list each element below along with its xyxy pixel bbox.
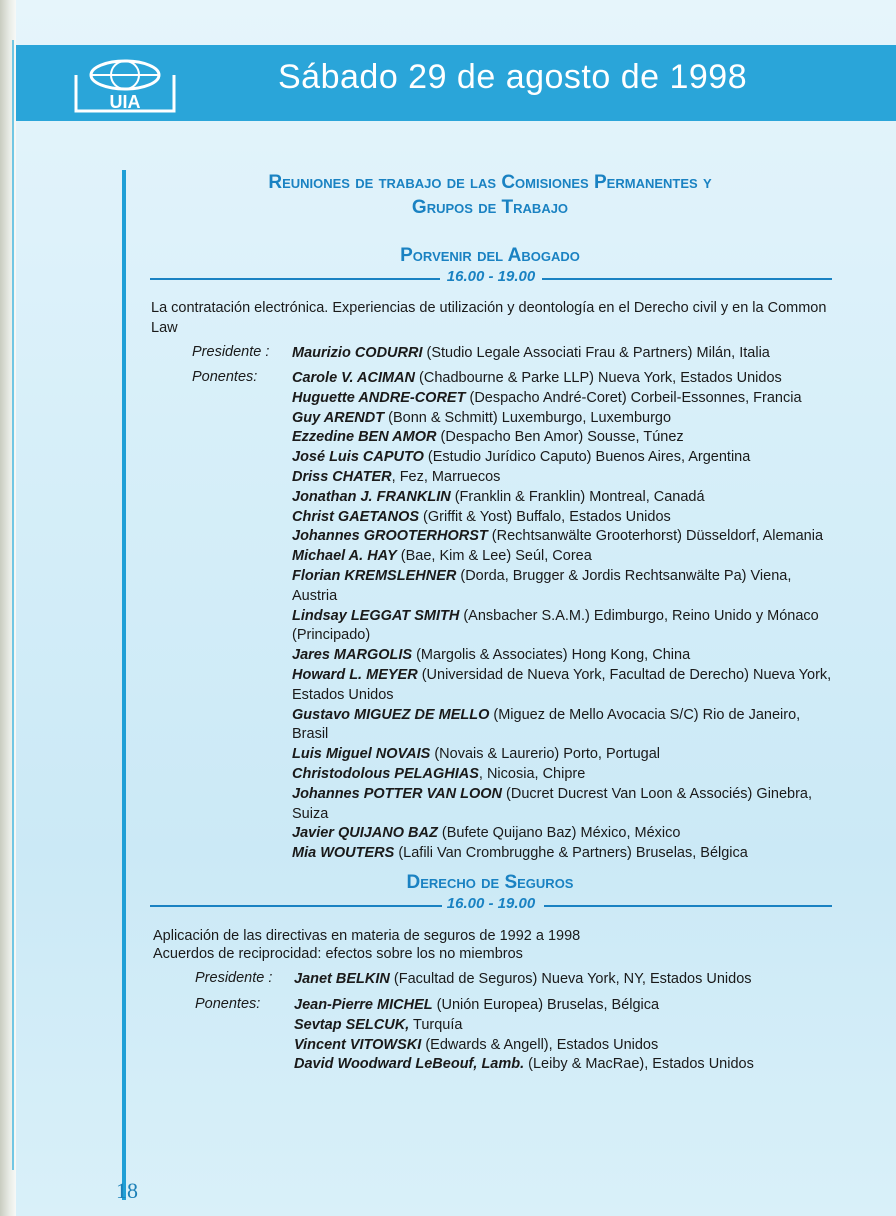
page-number: 18 (116, 1178, 138, 1203)
session-description-line2: Acuerdos de reciprocidad: efectos sobre los no miembros (153, 946, 523, 962)
list-item: Carole V. ACIMAN (Chadbourne & Parke LLP) Nueva York, Estados Unidos (292, 370, 782, 386)
page-edge-line (12, 40, 14, 1170)
list-item: José Luis CAPUTO (Estudio Jurídico Caputo) Buenos Aires, Argentina (292, 449, 751, 466)
session-description: La contratación electrónica. Experiencias de utilización y deontología en el Derecho civil y en la Common Law (151, 300, 827, 336)
speakers-list (292, 369, 832, 864)
main-title-line1: Reuniones de trabajo de las Comisiones Permanentes y (268, 172, 712, 193)
speakers-label: Ponentes: (195, 996, 261, 1012)
list-item: Jares MARGOLIS (Margolis & Associates) Hong Kong, China (292, 647, 691, 664)
list-item: Vincent VITOWSKI (Edwards & Angell), Estados Unidos (294, 1036, 659, 1053)
list-item: Guy ARENDT (Bonn & Schmitt) Luxemburgo, Luxemburgo (292, 409, 672, 426)
president-entry: Janet BELKIN (Facultad de Seguros) Nueva York, NY, Estados Unidos (294, 971, 752, 987)
president-label: Presidente : (195, 970, 273, 986)
section-title-porvenir: Porvenir del Abogado (400, 245, 580, 266)
list-item: Driss CHATER, Fez, Marruecos (292, 468, 501, 485)
session-time: 16.00 - 19.00 (446, 268, 536, 285)
list-item: Lindsay LEGGAT SMITH (Ansbacher S.A.M.) Edimburgo, Reino Unido y Mónaco (Principado) (292, 607, 819, 644)
section-title-seguros: Derecho de Seguros (406, 872, 574, 893)
main-title-line2: Grupos de Trabajo (411, 197, 569, 218)
uia-logo (70, 55, 180, 115)
list-item: Luis Miguel NOVAIS (Novais & Laurerio) Porto, Portugal (292, 746, 660, 763)
list-item: Michael A. HAY (Bae, Kim & Lee) Seúl, Corea (292, 548, 592, 565)
list-item: David Woodward LeBeouf, Lamb. (Leiby & MacRae), Estados Unidos (294, 1056, 754, 1073)
president-label: Presidente : (192, 344, 270, 360)
list-item: Christodolous PELAGHIAS, Nicosia, Chipre (292, 765, 586, 782)
list-item: Gustavo MIGUEZ DE MELLO (Miguez de Mello Avocacia S/C) Rio de Janeiro, Brasil (292, 706, 801, 743)
list-item: Jean-Pierre MICHEL (Unión Europea) Bruselas, Bélgica (294, 997, 660, 1013)
speakers-label: Ponentes: (192, 369, 258, 385)
list-item: Johannes POTTER VAN LOON (Ducret Ducrest Van Loon & Associés) Ginebra, Suiza (292, 785, 813, 822)
time-row (150, 895, 832, 915)
list-item: Jonathan J. FRANKLIN (Franklin & Franklin) Montreal, Canadá (292, 488, 705, 505)
left-vertical-rule (122, 170, 126, 1200)
list-item: Howard L. MEYER (Universidad de Nueva York, Facultad de Derecho) Nueva York, Estados Unidos (292, 666, 832, 703)
session-time: 16.00 - 19.00 (446, 895, 536, 912)
svg-text:UIA: UIA (109, 92, 141, 112)
list-item: Javier QUIJANO BAZ (Bufete Quijano Baz) México, México (292, 825, 681, 842)
list-item: Ezzedine BEN AMOR (Despacho Ben Amor) Sousse, Túnez (292, 429, 684, 446)
list-item: Florian KREMSLEHNER (Dorda, Brugger & Jordis Rechtsanwälte Pa) Viena, Austria (292, 567, 792, 604)
speakers-list (294, 996, 834, 1075)
session-description-line1: Aplicación de las directivas en materia de seguros de 1992 a 1998 (153, 928, 581, 944)
list-item: Sevtap SELCUK, Turquía (294, 1016, 463, 1033)
time-row (150, 268, 832, 288)
list-item: Christ GAETANOS (Griffit & Yost) Buffalo, Estados Unidos (292, 508, 671, 525)
page-title: Sábado 29 de agosto de 1998 (278, 58, 748, 96)
president-entry: Maurizio CODURRI (Studio Legale Associati Frau & Partners) Milán, Italia (292, 345, 770, 361)
list-item: Johannes GROOTERHORST (Rechtsanwälte Grooterhorst) Düsseldorf, Alemania (292, 528, 824, 545)
list-item: Huguette ANDRE-CORET (Despacho André-Coret) Corbeil-Essonnes, Francia (292, 389, 802, 406)
list-item: Mia WOUTERS (Lafili Van Crombrugghe & Partners) Bruselas, Bélgica (292, 845, 748, 862)
